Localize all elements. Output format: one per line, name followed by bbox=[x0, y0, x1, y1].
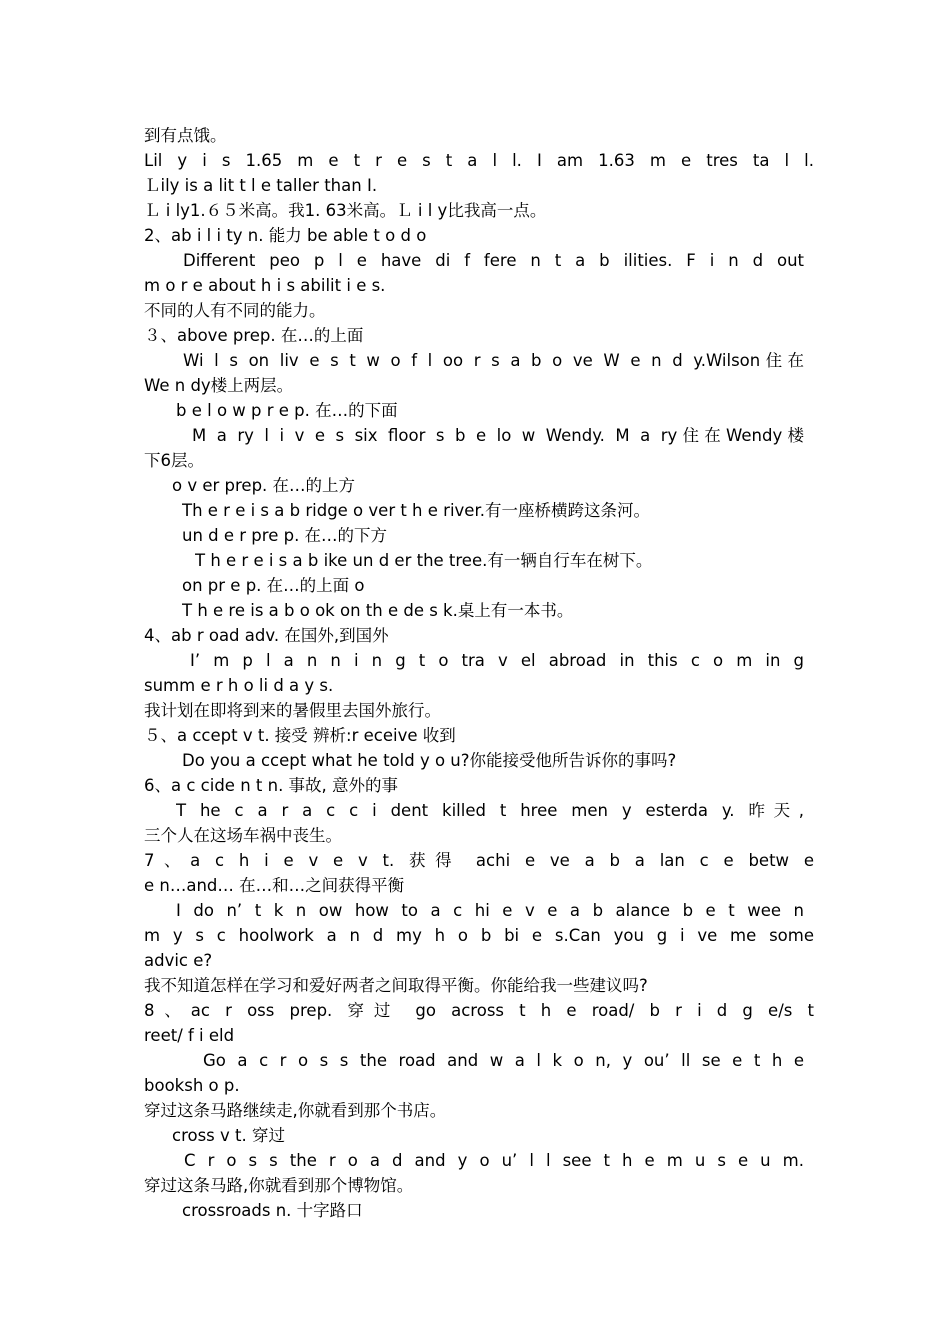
text-line: on pr e p. 在…的上面 o bbox=[182, 576, 365, 595]
text-line: 4、ab r oad adv. 在国外,到国外 bbox=[144, 626, 389, 645]
text-line: Th e r e i s a b ridge o ver t h e river.有一座桥横跨这条河。 bbox=[182, 501, 650, 520]
text-line: M a ry l i v e s six floor s b e lo w Wendy. M a ry住在Wendy楼 bbox=[192, 426, 804, 445]
text-line: 穿过这条马路继续走,你就看到那个书店。 bbox=[144, 1101, 447, 1120]
text-line: 8、ac r oss prep. 穿过 go across t h e road/ b r i d g e/s t bbox=[144, 1001, 814, 1020]
text-line: T h e r e i s a b ike un d er the tree.有一辆自行车在树下。 bbox=[195, 551, 653, 570]
text-line: ３、above prep. 在…的上面 bbox=[144, 326, 364, 345]
text-line: C r o s s the r o a d and y o u’ l l see t h e m u s e u m. bbox=[184, 1151, 804, 1170]
text-line: advic e? bbox=[144, 951, 213, 970]
text-line: m y s c hoolwork a n d my h o b bi e s.Can you g i ve me some bbox=[144, 926, 814, 945]
text-line: 到有点饿。 bbox=[144, 126, 227, 145]
text-line: crossroads n. 十字路口 bbox=[182, 1201, 363, 1220]
text-line: booksh o p. bbox=[144, 1076, 240, 1095]
text-line: b e l o w p r e p. 在…的下面 bbox=[176, 401, 398, 420]
text-line: o v er prep. 在…的上方 bbox=[172, 476, 356, 495]
text-line: ５、a ccept v t. 接受 辨析:r eceive 收到 bbox=[144, 726, 456, 745]
text-line: un d e r pre p. 在…的下方 bbox=[182, 526, 388, 545]
text-line: 我不知道怎样在学习和爱好两者之间取得平衡。你能给我一些建议吗? bbox=[144, 976, 648, 995]
text-line: 下6层。 bbox=[144, 451, 204, 470]
text-line: I do n’ t k n ow how to a c hi e v e a b alance b e t wee n bbox=[176, 901, 804, 920]
text-line: 6、a c cide n t n. 事故, 意外的事 bbox=[144, 776, 399, 795]
text-line: Lil y i s 1.65 m e t r e s t a l l. I am 1.63 m e tres ta l l. bbox=[144, 151, 814, 170]
text-line: T he c a r a c c i dent killed t hree men y esterda y. 昨天, bbox=[176, 801, 804, 820]
text-line: Do you a ccept what he told y o u?你能接受他所告诉你的事吗? bbox=[182, 751, 677, 770]
text-line: Different peo p l e have di f fere n t a b ilities. F i n d out bbox=[183, 251, 804, 270]
text-line: T h e re is a b o ok on th e de s k.桌上有一本书。 bbox=[182, 601, 574, 620]
text-line: We n dy楼上两层。 bbox=[144, 376, 294, 395]
text-line: Go a c r o s s the road and w a l k o n, y ou’ ll se e t h e bbox=[203, 1051, 804, 1070]
text-line: reet/ f i eld bbox=[144, 1026, 235, 1045]
text-line: 7、a c h i e v e v t. 获得 achi e ve a b a lan c e betw e bbox=[144, 851, 814, 870]
text-line: 我计划在即将到来的暑假里去国外旅行。 bbox=[144, 701, 441, 720]
text-line: e n…and… 在…和…之间获得平衡 bbox=[144, 876, 405, 895]
text-line: cross v t. 穿过 bbox=[172, 1126, 285, 1145]
text-line: summ e r h o li d a y s. bbox=[144, 676, 334, 695]
text-line: 2、ab i l i ty n. 能力 be able t o d o bbox=[144, 226, 427, 245]
text-line: 不同的人有不同的能力。 bbox=[144, 301, 326, 320]
text-line: Wi l s on liv e s t w o f l oo r s a b o ve W e n d y.Wilson住在 bbox=[183, 351, 804, 370]
text-line: Ｌ i ly1.６５米高。我1. 63米高。Ｌ i l y比我高一点。 bbox=[144, 201, 547, 220]
text-line: m o r e about h i s abilit i e s. bbox=[144, 276, 386, 295]
text-line: 穿过这条马路,你就看到那个博物馆。 bbox=[144, 1176, 414, 1195]
text-line: I’ m p l a n n i n g t o tra v el abroad in this c o m in g bbox=[190, 651, 804, 670]
text-line: 三个人在这场车祸中丧生。 bbox=[144, 826, 342, 845]
text-line: Ｌily is a lit t l e taller than I. bbox=[144, 176, 378, 195]
